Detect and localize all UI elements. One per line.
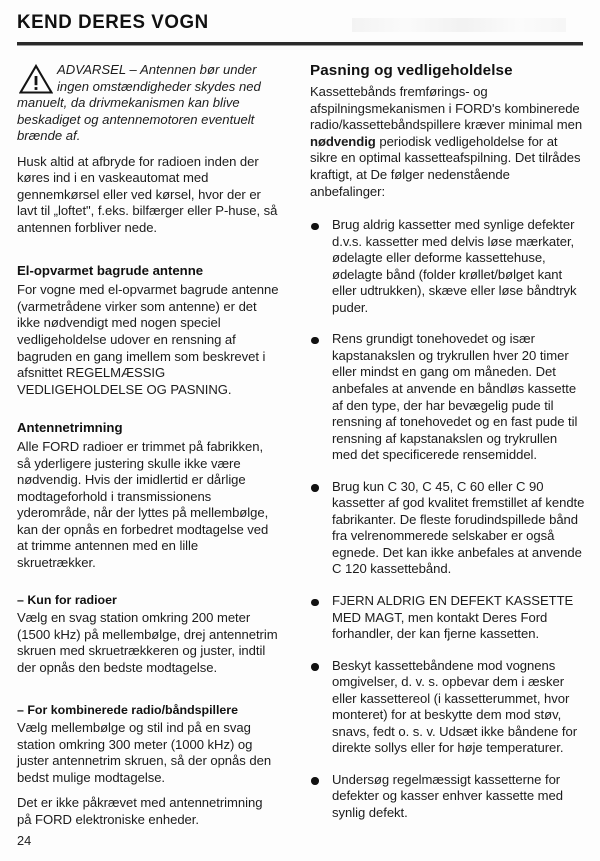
- list-item: [310, 479, 585, 578]
- right-column: [310, 62, 585, 837]
- page-title: KEND DERES VOGN: [17, 11, 209, 33]
- header-divider: [17, 42, 583, 46]
- warning-line-1: ADVARSEL – Antennen bør under: [57, 62, 257, 77]
- intro-emphasis: nødvendig: [310, 133, 376, 149]
- intro-part-1: Kassettebånds fremførings- og afspilningsmekanismen i FORD's kombinerede radio/kassettebåndspillere kræver minimal men: [310, 84, 583, 133]
- list-item: [310, 331, 585, 463]
- list-item: [310, 658, 585, 757]
- list-item: [310, 772, 585, 822]
- paragraph-radio-off: Husk altid at afbryde for radioen inden der køres ind i en vaskeautomat med gennemkørsel eller ved kørsel, hvor der er lavt til „loftet", f.eks. bilfærger eller P-huse, så antennen forbliver nede.: [17, 153, 278, 235]
- page-header: [17, 12, 588, 33]
- list-item-text: Undersøg regelmæssigt kassetterne for defekter og kasser enhver kassette med synlig defekt.: [332, 771, 564, 821]
- bullet-dot-icon: [311, 223, 319, 231]
- subheading-combined-radio-cassette: – For kombinerede radio/båndspillere: [17, 703, 239, 718]
- heading-heated-rear-window-antenna: El-opvarmet bagrude antenne: [17, 263, 204, 279]
- body-heated-rear-window-antenna: For vogne med el-opvarmet bagrude antenne (varmetrådene virker som antenne) er det ikke nødvendigt med nogen speciel vedligeholdelse udover en rensning af bagruden en gang imellem som beskrevet i afsnittet REGELMÆSSIG VEDLIGEHOLDELSE OG PASNING.: [17, 282, 279, 397]
- intro-part-2: periodisk vedligeholdelse for at sikre en optimal kassetteafspilning. Det tilrådes kraftigt, at De følger nedenstående anbefalinger:: [310, 133, 581, 199]
- list-item-text: Brug kun C 30, C 45, C 60 eller C 90 kassetter af god kvalitet fremstillet af kendte fabrikanter. De fleste forudindspillede bånd fra velrenommerede selskaber er også egnede. Det kan ikke anbefales at anvende C 120 kassettebånd.: [332, 478, 585, 577]
- body-radios-only: Vælg en svag station omkring 200 meter (1500 kHz) på mellembølge, drej antennetrim skruen med skruetrækkeren og juster, indtil der opnås den bedste modtagelse.: [17, 610, 278, 675]
- subheading-radios-only: – Kun for radioer: [17, 593, 117, 608]
- bullet-dot-icon: [311, 484, 319, 492]
- intro-paragraph: [310, 84, 585, 200]
- list-item-text: Brug aldrig kassetter med synlige defekter d.v.s. kassetter med delvis løse mærkater, ødelagte eller deforme kassettehuse, ødelagte bånd (folder krøllet/bølget kant eller udtrukken), skæve eller løse båndtryk puder.: [332, 217, 577, 315]
- warning-rest: manuelt, da drivmekanismen kan blive beskadiget og antennemotoren eventuelt brænde af.: [17, 95, 255, 144]
- warning-block: [17, 62, 279, 145]
- warning-triangle-icon: [19, 64, 53, 94]
- body-combined-radio-cassette-2: Det er ikke påkrævet med antennetrimning på FORD elektroniske enheder.: [17, 795, 263, 828]
- heading-antenna-trimming: Antennetrimning: [17, 420, 123, 436]
- warning-line-2: ingen omstændigheder skydes ned: [57, 78, 261, 94]
- body-antenna-trimming: Alle FORD radioer er trimmet på fabrikken, så yderligere justering skulle ikke være nødvendig. Hvis der imidlertid er dårlige modtageforhold i transmissionens yderområde, når der lyttes på mellembølge, kan der opnås en forbedret modtagelse ved at trimme antennen med en lille skruetrækker.: [17, 438, 269, 570]
- bullet-dot-icon: [311, 663, 319, 671]
- body-combined-radio-cassette: Vælg mellembølge og stil ind på en svag station omkring 300 meter (1000 kHz) og juster antennetrim skruen, så der opnås den bedst mulige modtagelse.: [17, 720, 272, 785]
- recommendation-list: [310, 217, 585, 822]
- bullet-dot-icon: [311, 777, 319, 785]
- warning-text: [17, 62, 279, 145]
- page-number: 24: [17, 833, 32, 848]
- heading-care-and-maintenance: Pasning og vedligeholdelse: [310, 62, 513, 79]
- bullet-dot-icon: [311, 337, 319, 345]
- list-item: [310, 217, 585, 316]
- bullet-dot-icon: [311, 599, 319, 607]
- left-column: [17, 62, 279, 838]
- list-item-text: FJERN ALDRIG EN DEFEKT KASSETTE MED MAGT, men kontakt Deres Ford forhandler, der kan fjerne kassetten.: [332, 593, 574, 642]
- list-item-text: Rens grundigt tonehovedet og især kapstanakslen og trykrullen hver 20 timer eller mindst en gang om måneden. Det anbefales at anvende en båndløs kassette af den type, der har bevægelig pude til rensning af tonehovedet og en fast pude til rensning af kapstanakslen og trykrullen med det specificerede rensemiddel.: [332, 331, 578, 463]
- list-item-text: Beskyt kassettebåndene mod vognens omgivelser, d. v. s. opbevar dem i æsker eller kassettereol (i kassetterummet, hvor monteret) for at beskytte dem mod støv, snavs, fedt o. s. v. Udsæt ikke båndene for direkte sollys eller for høje temperaturer.: [332, 657, 578, 756]
- list-item: [310, 593, 585, 643]
